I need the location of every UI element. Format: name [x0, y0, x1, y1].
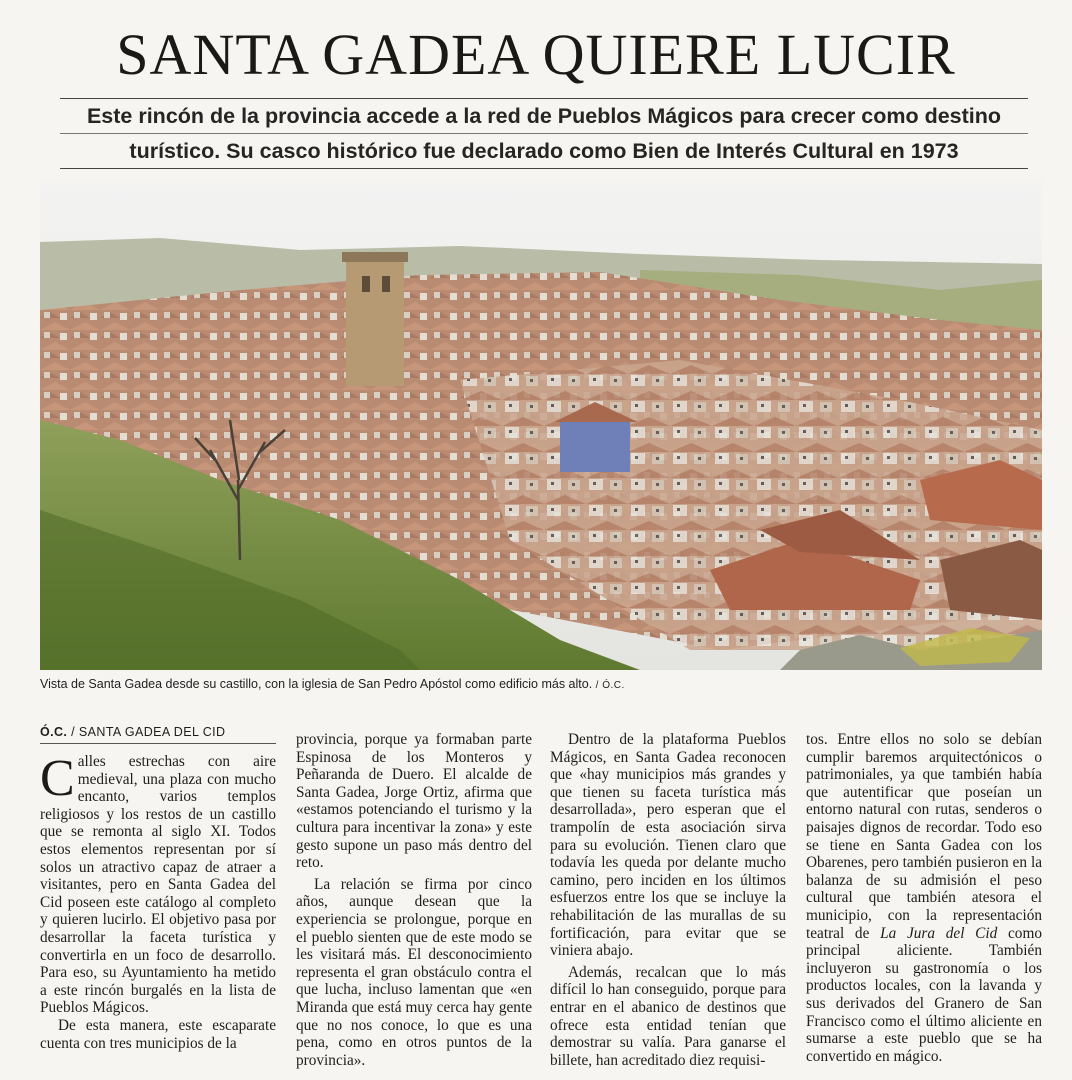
article-column-4: [806, 731, 1042, 1065]
photo-caption-text: Vista de Santa Gadea desde su castillo, con la iglesia de San Pedro Apóstol como edificio más alto.: [40, 677, 593, 691]
headline: SANTA GADEA QUIERE LUCIR: [116, 22, 956, 87]
subheadline-line-2: turístico. Su casco histórico fue declarado como Bien de Interés Cultural en 1973: [129, 139, 959, 163]
play-title: La Jura del Cid: [880, 924, 998, 942]
byline-author: Ó.C.: [40, 725, 68, 739]
photo-caption: [40, 676, 1042, 694]
paragraph-1-text: alles estrechas con aire medieval, una plaza con mucho encanto, varios templos religiosos y los restos de un castillo que se remonta al siglo XI. Todos estos elementos representan por sí solos un atractivo capaz de atraer a visitantes, pero en Santa Gadea del Cid poseen este catálogo al completo y quieren lucirlo. El objetivo pasa por desarrollar la faceta turística y convertirla en un foco de desarrollo. Para eso, su Ayuntamiento ha metido a este rincón burgalés en la lista de Pueblos Mágicos.: [40, 753, 276, 1017]
subheadline: [60, 98, 1028, 169]
byline: [40, 724, 276, 744]
paragraph-1: [40, 750, 276, 1017]
paragraph-5-start: Además, recalcan que lo más difícil lo han conseguido, porque para entrar en el abanico de destinos que ofrece esta entidad tenían que demostrar su valía. Para ganarse el billete, han acreditado diez requisi-: [550, 963, 786, 1069]
paragraph-5-cont: tos. Entre ellos no solo se debían cumplir baremos arquitectónicos o patrimoniales, ya que también había que autentificar que poseían un entorno natural con rutas, senderos o paisajes dignos de recordar. Todo eso se tiene en Santa Gadea con los Obarenes, pero también pusieron en la balanza de su admisión el peso cultural que también atesora el municipio, con la representación teatral de La Jura del Cid como principal aliciente. También incluyeron su gastronomía o los productos locales, con la lavanda y sus derivados del Granero de San Francisco como el último aliciente en sumarse a este pueblo que se ha convertido en mágico.: [806, 731, 1042, 1065]
paragraph-2-cont: provincia, porque ya formaban parte Espinosa de los Monteros y Peñaranda de Duero. El alcalde de Santa Gadea, Jorge Ortiz, afirma que «estamos potenciando el turismo y la cultura para incentivar la zona» y este gesto supone un paso más dentro del reto.: [296, 731, 532, 872]
subheadline-line-1: Este rincón de la provincia accede a la red de Pueblos Mágicos para crecer como destino: [60, 99, 1028, 134]
byline-location: SANTA GADEA DEL CID: [78, 725, 226, 739]
article-column-3: [550, 731, 786, 1069]
photo-credit: / Ó.C.: [595, 680, 625, 691]
paragraph-3: La relación se firma por cinco años, aunque desean que la experiencia se prolongue, porque en el pueblo sienten que de este modo se les visitará más. El desconocimiento representa el gran obstáculo contra el que lucha, incluso lamentan que «en Miranda que está muy cerca hay gente que no nos conoce, lo que es una pena, como en otros puntos de la provincia».: [296, 875, 532, 1069]
article-column-1: [40, 724, 276, 1052]
village-photo: [40, 180, 1042, 670]
paragraph-5-end: como principal aliciente. También incluyeron su gastronomía o los productos locales, con la lavanda y sus derivados del Granero de San Francisco como el último aliciente en sumarse a este pueblo que se ha convertido en mágico.: [806, 924, 1042, 1065]
drop-cap: C: [40, 750, 75, 807]
byline-separator: /: [71, 725, 76, 739]
paragraph-2-start: De esta manera, este escaparate cuenta con tres municipios de la: [40, 1016, 276, 1052]
paragraph-4: Dentro de la plataforma Pueblos Mágicos, en Santa Gadea reconocen que «hay municipios más grandes y que tienen su faceta turística más desarrollada», pero esperan que el trampolín de esta asociación sirva para su evolución. Tienen claro que todavía les queda por delante mucho camino, pero inciden en los últimos esfuerzos entre los que se incluye la rehabilitación de las murallas de su fortificación, para evitar que se viniera abajo.: [550, 731, 786, 960]
article-column-2: [296, 731, 532, 1069]
